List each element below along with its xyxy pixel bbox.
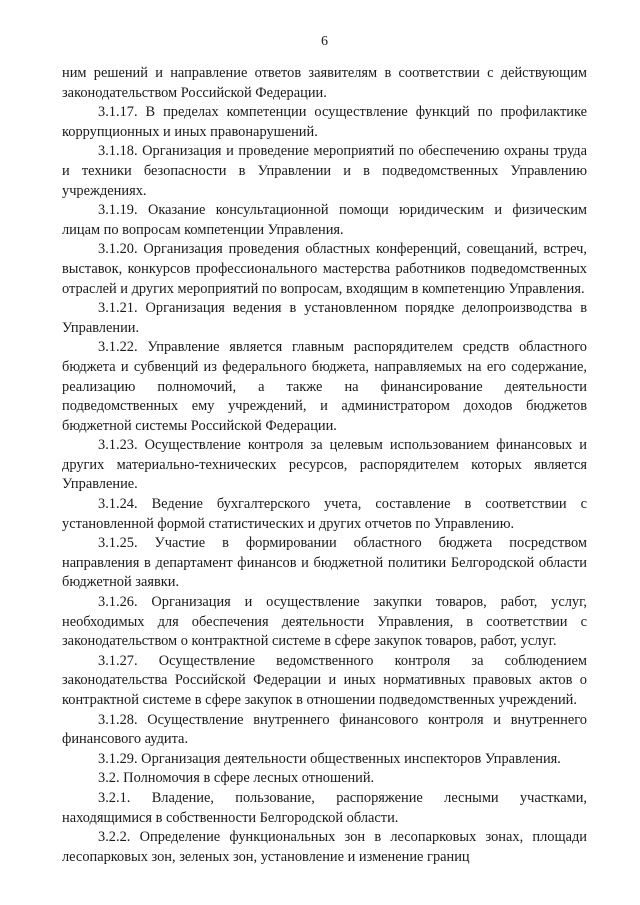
paragraph: 3.1.23. Осуществление контроля за целевым использованием финансовых и других материально-технических ресурсов, распорядителем которых является Управление. [62, 437, 587, 493]
paragraph: 3.1.19. Оказание консультационной помощи юридическим и физическим лицам по вопросам компетенции Управления. [62, 202, 587, 238]
paragraph: 3.1.29. Организация деятельности общественных инспекторов Управления. [98, 750, 561, 767]
paragraph: 3.1.20. Организация проведения областных конференций, совещаний, встреч, выставок, конкурсов профессионального мастерства работников подведомственных отраслей и других мероприятий по вопросам, входящим в компетенцию Управления. [62, 241, 587, 297]
paragraph: 3.1.18. Организация и проведение мероприятий по обеспечению охраны труда и техники безопасности в Управлении и в подведомственных Управлению учреждениях. [62, 143, 587, 199]
paragraph: ним решений и направление ответов заявителям в соответствии с действующим законодательством Российской Федерации. [62, 65, 587, 101]
paragraph: 3.1.17. В пределах компетенции осуществление функций по профилактике коррупционных и иных правонарушений. [62, 104, 587, 140]
paragraph: 3.1.25. Участие в формировании областного бюджета посредством направления в департамент финансов и бюджетной политики Белгородской области бюджетной заявки. [62, 535, 587, 591]
paragraph: 3.2. Полномочия в сфере лесных отношений. [98, 770, 375, 787]
paragraph: 3.1.28. Осуществление внутреннего финансового контроля и внутреннего финансового аудита. [62, 711, 587, 748]
page-number: 6 [321, 34, 328, 49]
paragraph: 3.2.1. Владение, пользование, распоряжение лесными участками, находящимися в собственности Белгородской области. [62, 789, 587, 826]
paragraph: 3.1.21. Организация ведения в установленном порядке делопроизводства в Управлении. [62, 300, 587, 336]
paragraph: 3.2.2. Определение функциональных зон в лесопарковых зонах, площади лесопарковых зон, зеленых зон, установление и изменение границ [62, 829, 587, 865]
paragraph: 3.1.27. Осуществление ведомственного контроля за соблюдением законодательства Российской Федерации и иных нормативных правовых актов о контрактной системе в сфере закупок в отношении подведомственных учреждений. [62, 652, 587, 708]
paragraph: 3.1.22. Управление является главным распорядителем средств областного бюджета и субвенций из федерального бюджета, направляемых на его содержание, реализацию полномочий, а также на финансирование деятельности подведомственных ему учреждений, и администратором доходов бюджетов бюджетной системы Российской Федерации. [62, 339, 587, 434]
paragraph: 3.1.24. Ведение бухгалтерского учета, составление в соответствии с установленной формой статистических и других отчетов по Управлению. [62, 496, 587, 532]
document-body [62, 64, 587, 867]
paragraph: 3.1.26. Организация и осуществление закупки товаров, работ, услуг, необходимых для обеспечения деятельности Управления, в соответствии с законодательством о контрактной системе в сфере закупок товаров, работ, услуг. [62, 594, 587, 650]
